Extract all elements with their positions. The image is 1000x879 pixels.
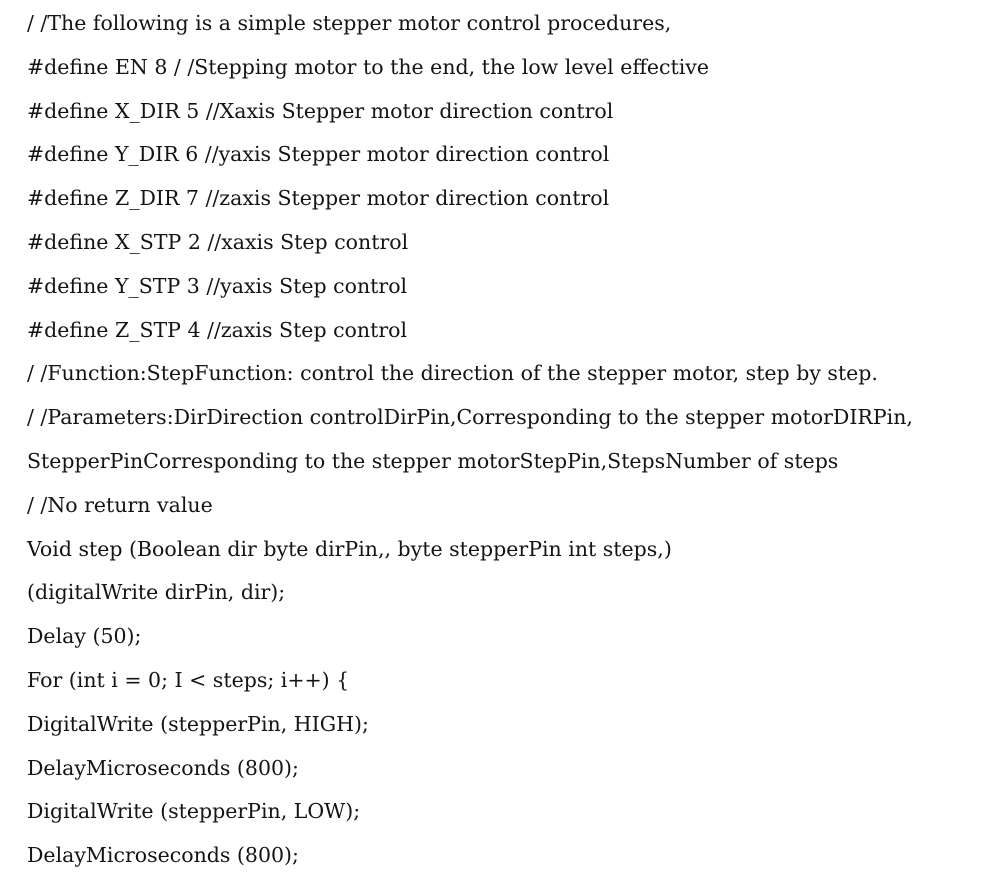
code-line: Void step (Boolean dir byte dirPin,, byte stepperPin int steps,) <box>27 536 672 561</box>
code-line: / /Function:StepFunction: control the direction of the stepper motor, step by step. <box>27 361 878 386</box>
code-line: #define Z_DIR 7 //zaxis Stepper motor direction control <box>27 186 610 211</box>
code-line: #define Y_DIR 6 //yaxis Stepper motor direction control <box>27 142 610 167</box>
code-line: #define EN 8 / /Stepping motor to the end, the low level effective <box>27 54 710 79</box>
code-line: DelayMicroseconds (800); <box>27 755 299 780</box>
code-line: DelayMicroseconds (800); <box>27 843 299 868</box>
code-line: / /The following is a simple stepper motor control procedures, <box>27 11 672 35</box>
code-line: #define Z_STP 4 //zaxis Step control <box>27 317 408 342</box>
code-line: DigitalWrite (stepperPin, HIGH); <box>27 711 369 736</box>
code-line: Delay (50); <box>27 624 142 649</box>
code-line: StepperPinCorresponding to the stepper motorStepPin,StepsNumber of steps <box>27 448 839 473</box>
code-line: For (int i = 0; I < steps; i++) { <box>27 667 350 692</box>
code-listing <box>27 3 913 879</box>
code-line: DigitalWrite (stepperPin, LOW); <box>27 799 361 824</box>
code-line: (digitalWrite dirPin, dir); <box>27 580 286 605</box>
code-line: #define Y_STP 3 //yaxis Step control <box>27 273 408 298</box>
code-line: / /Parameters:DirDirection controlDirPin,Corresponding to the stepper motorDIRPin, <box>27 405 913 430</box>
code-line: #define X_STP 2 //xaxis Step control <box>27 229 409 254</box>
code-line: #define X_DIR 5 //Xaxis Stepper motor direction control <box>27 98 614 123</box>
code-line: / /No return value <box>27 492 213 517</box>
